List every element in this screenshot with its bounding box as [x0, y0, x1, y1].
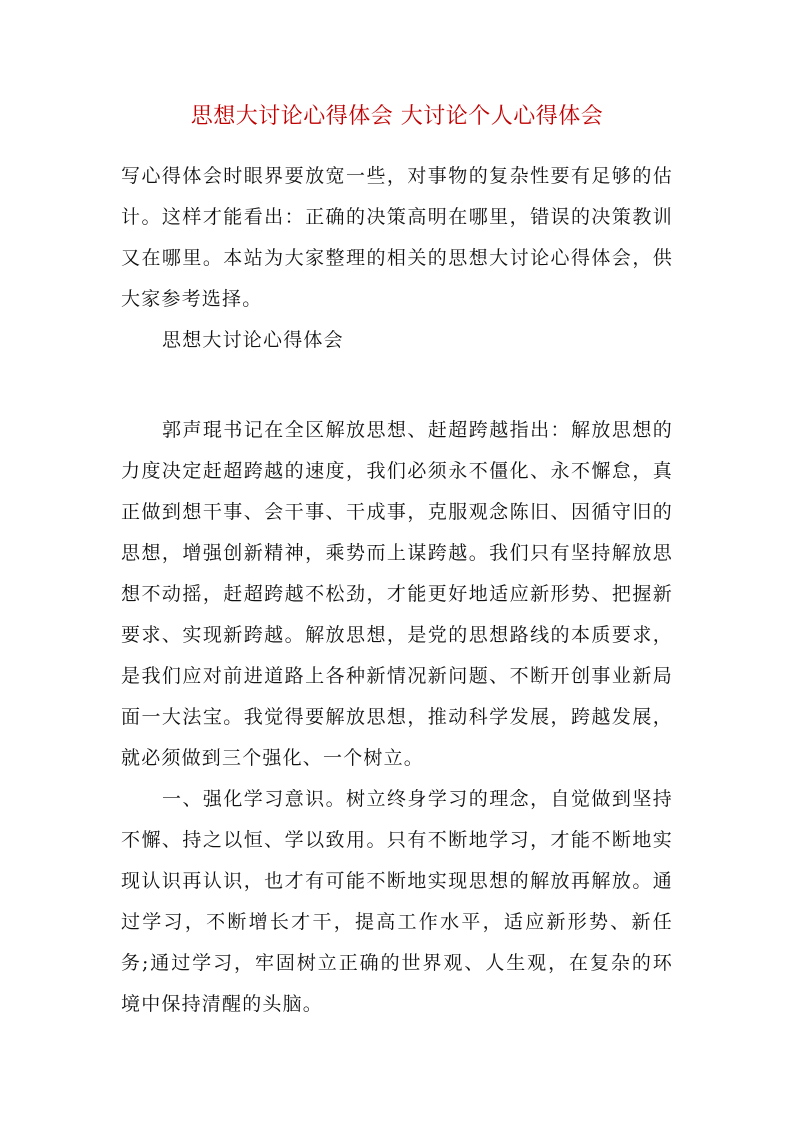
body-paragraph: 郭声琨书记在全区解放思想、赶超跨越指出：解放思想的力度决定赶超跨越的速度，我们必须永不僵化、永不懈怠，真正做到想干事、会干事、干成事，克服观念陈旧、因循守旧的思想，增强创新精神，乘势而上谋跨越。我们只有坚持解放思想不动摇，赶超跨越不松劲，才能更好地适应新形势、把握新要求、实现新跨越。解放思想，是党的思想路线的本质要求，是我们应对前进道路上各种新情况新问题、不断开创事业新局面一大法宝。我觉得要解放思想，推动科学发展，跨越发展，就必须做到三个强化、一个树立。: [121, 419, 673, 769]
section-subheading: 思想大讨论心得体会: [162, 329, 344, 351]
intro-paragraph: 写心得体会时眼界要放宽一些，对事物的复杂性要有足够的估计。这样才能看出：正确的决策高明在哪里，错误的决策教训又在哪里。本站为大家整理的相关的思想大讨论心得体会，供大家参考选择。: [121, 165, 673, 310]
document-title: 思想大讨论心得体会 大讨论个人心得体会: [190, 104, 604, 129]
body-paragraph: 一、强化学习意识。树立终身学习的理念，自觉做到坚持不懈、持之以恒、学以致用。只有不断地学习，才能不断地实现认识再认识，也才有可能不断地实现思想的解放再解放。通过学习，不断增长才干，提高工作水平，适应新形势、新任务;通过学习，牢固树立正确的世界观、人生观，在复杂的环境中保持清醒的头脑。: [121, 788, 673, 1015]
